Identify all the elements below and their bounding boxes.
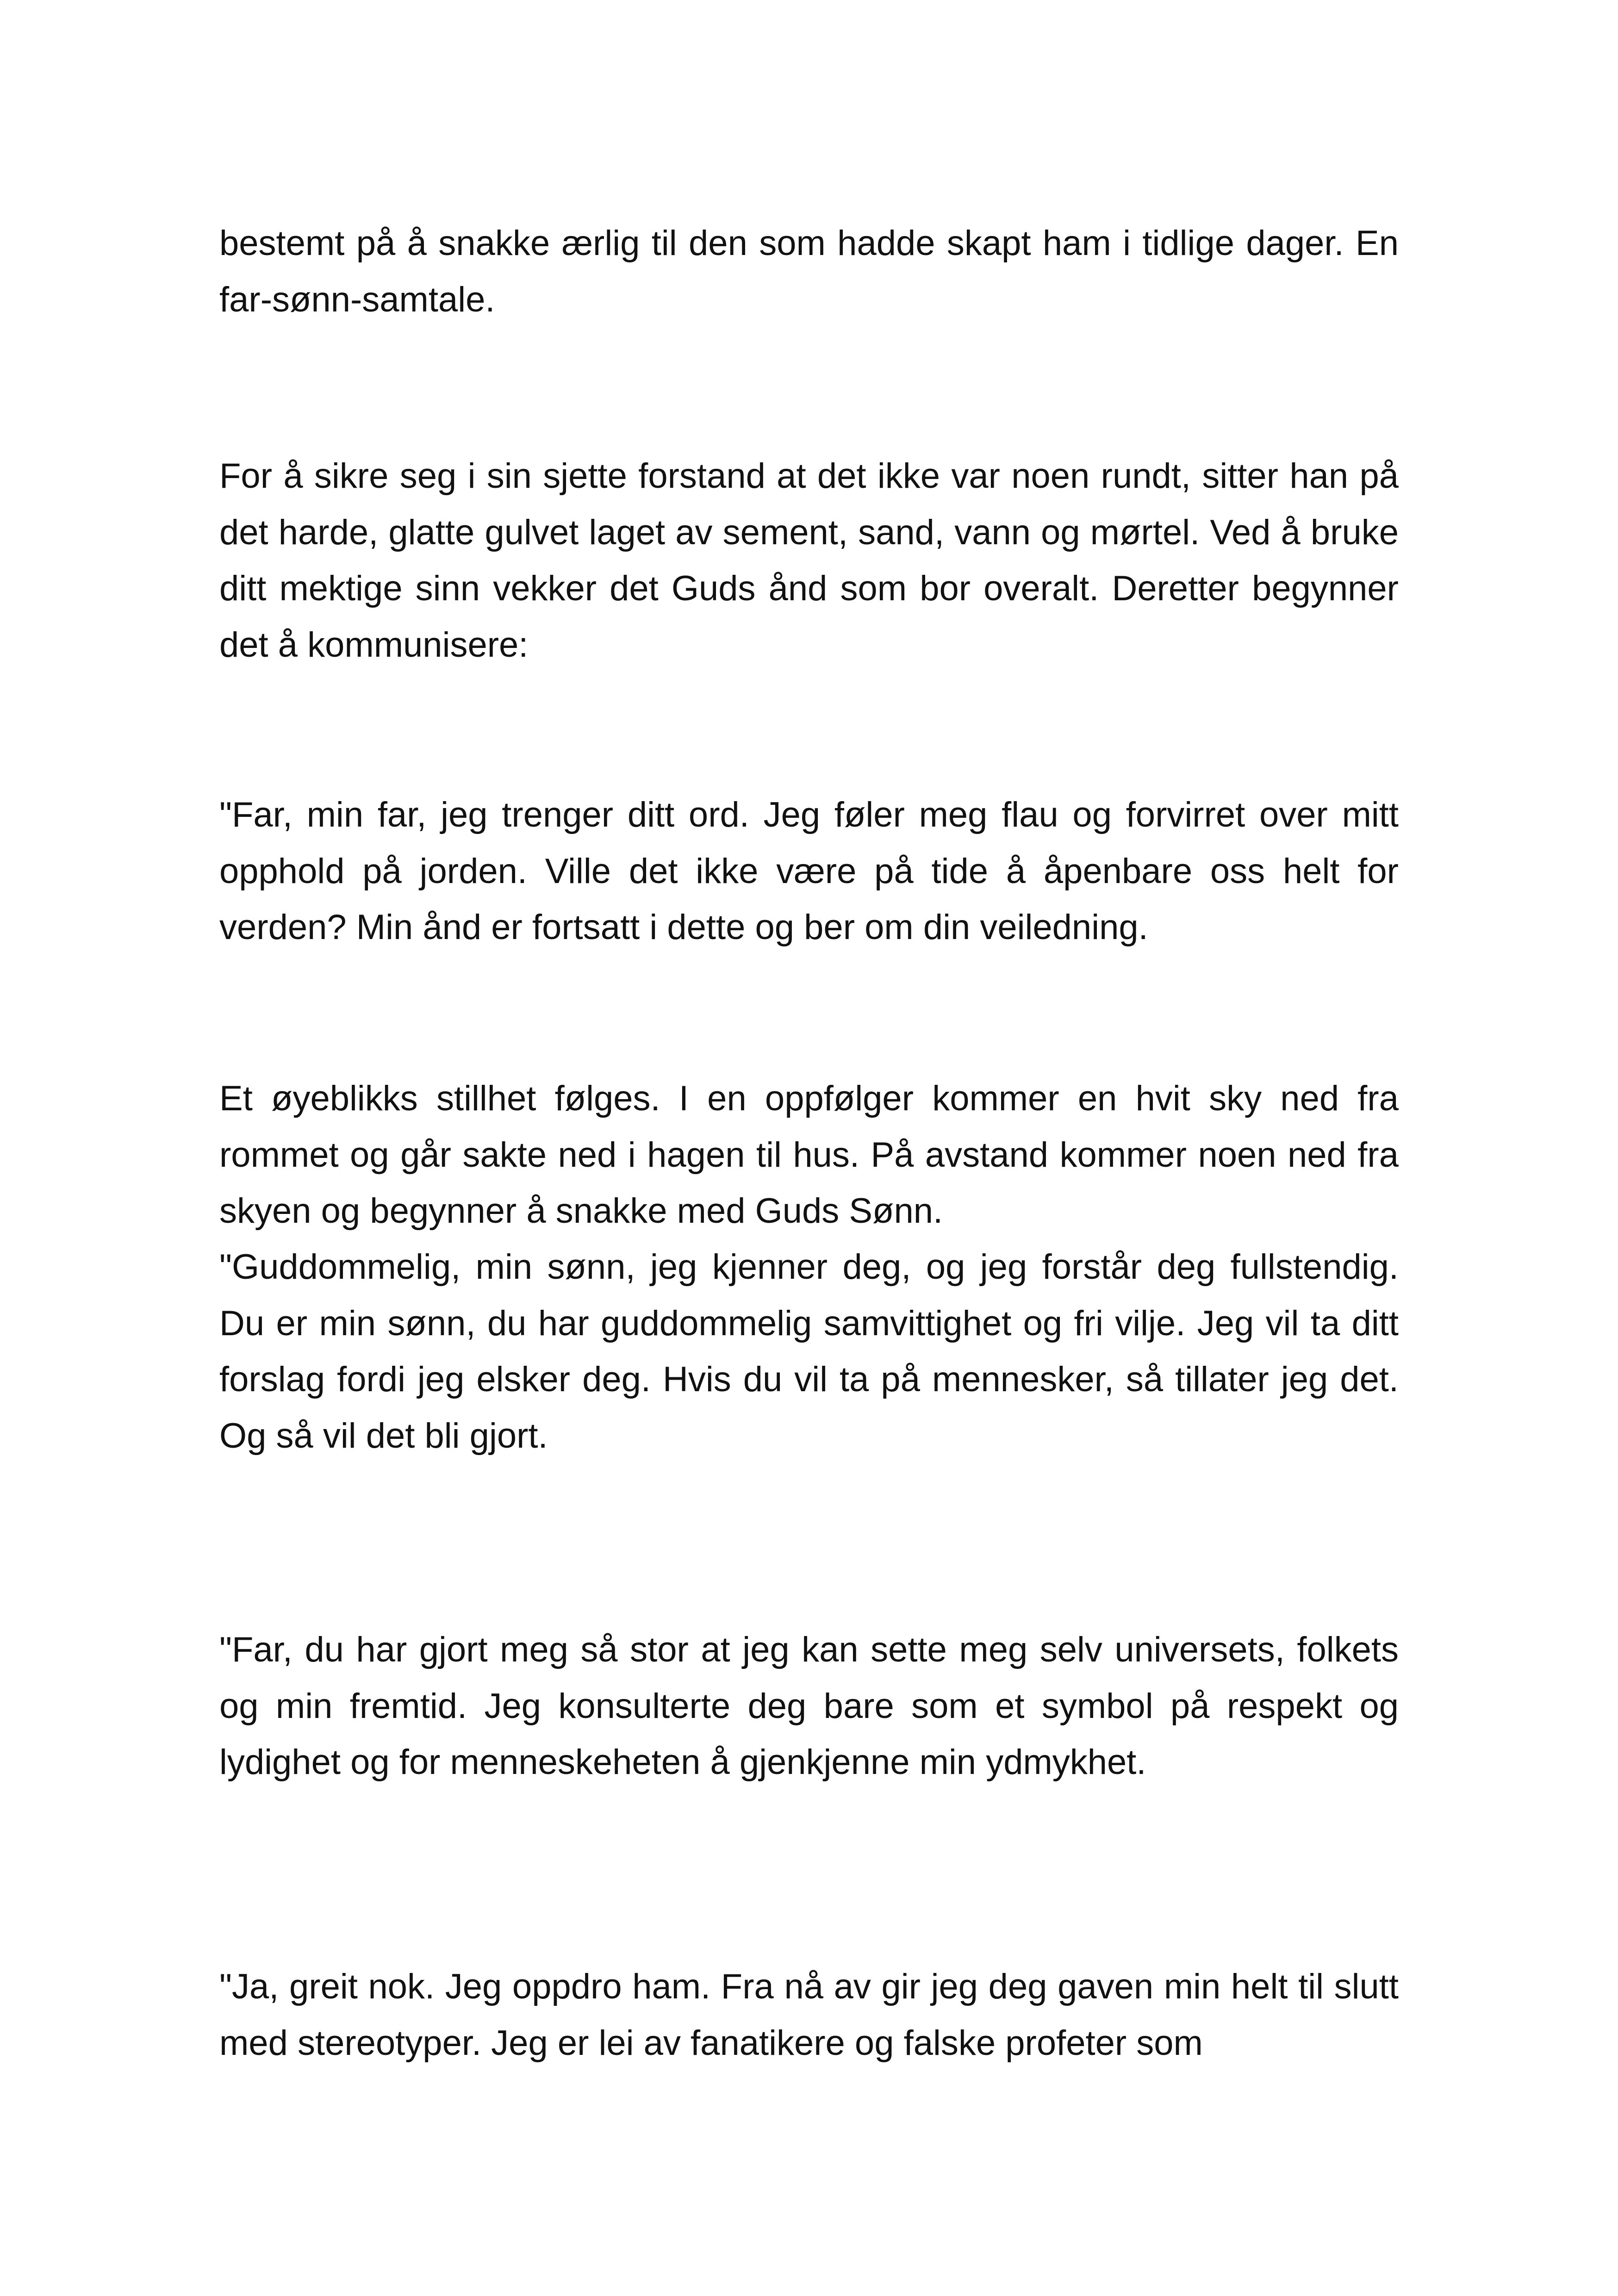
paragraph: "Ja, greit nok. Jeg oppdro ham. Fra nå av gir jeg deg gaven min helt til slutt med stereotyper. Jeg er lei av fanatikere og falske profeter som <box>219 1967 1399 2063</box>
paragraph: "Far, du har gjort meg så stor at jeg kan sette meg selv universets, folkets og min fremtid. Jeg konsulterte deg bare som et symbol på respekt og lydighet og for menneskeheten å gjenkjenne min ydmykhet. <box>219 1630 1399 1782</box>
paragraph: For å sikre seg i sin sjette forstand at det ikke var noen rundt, sitter han på det harde, glatte gulvet laget av sement, sand, vann og mørtel. Ved å bruke ditt mektige sinn vekker det Guds ånd som bor overalt. Deretter begynner det å kommunisere: <box>219 456 1399 665</box>
paragraph: "Guddommelig, min sønn, jeg kjenner deg, og jeg forstår deg fullstendig. Du er min sønn, du har guddommelig samvittighet og fri vilje. Jeg vil ta ditt forslag fordi jeg elsker deg. Hvis du vil ta på mennesker, så tillater jeg det. Og så vil det bli gjort. <box>219 1247 1399 1456</box>
paragraph: "Far, min far, jeg trenger ditt ord. Jeg føler meg flau og forvirret over mitt opphold på jorden. Ville det ikke være på tide å åpenbare oss helt for verden? Min ånd er fortsatt i dette og ber om din veiledning. <box>219 795 1399 947</box>
paragraph: bestemt på å snakke ærlig til den som hadde skapt ham i tidlige dager. En far-sønn-samtale. <box>219 224 1399 319</box>
paragraph: Et øyeblikks stillhet følges. I en oppfølger kommer en hvit sky ned fra rommet og går sakte ned i hagen til hus. På avstand kommer noen ned fra skyen og begynner å snakke med Guds Sønn. <box>219 1079 1399 1231</box>
